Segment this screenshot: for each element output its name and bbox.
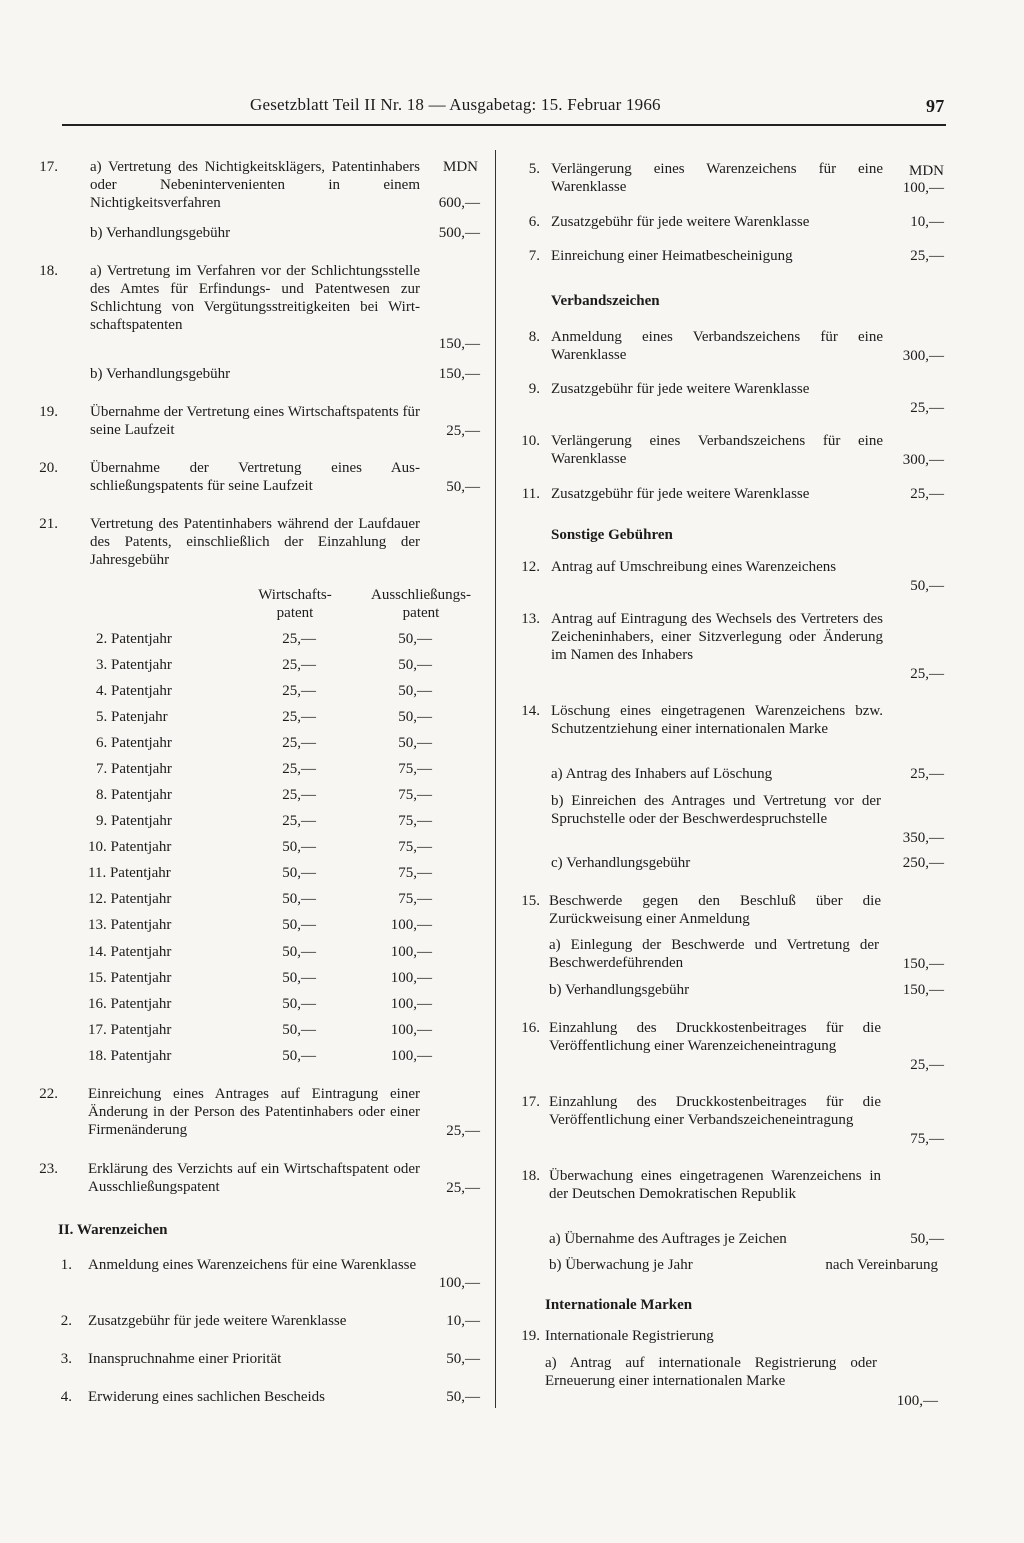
entry-w16-text: Einzahlung des Druckkostenbeitrages für die Veröffentlichung einer Warenzeicheneintragung (549, 1020, 881, 1054)
entry-19-text: Übernahme der Vertretung eines Wirtschaftspatents für seine Laufzeit (90, 404, 420, 438)
amount: 25,— (910, 486, 944, 502)
entry-w12-text: Antrag auf Umschreibung eines Warenzeichens (551, 559, 837, 575)
entry-23-text: Erklärung des Verzichts auf ein Wirtschaftspatent oder Ausschließungspatent (88, 1161, 420, 1195)
gazette-page: Gesetzblatt Teil II Nr. 18 — Ausgabetag: 15. Februar 1966 97 17. a) Vertretung des Nichtigkeitsklägers, Patentinhabers oder Nebenintervenienten in einem Nichtigkeitsverfahren MDN 600,— b) Verhandlungsgebühr 500,— 18. a) Vertretung im Verfahren vor der Schlichtungsstelle des Amtes für Erfindungs- und Patentwesen zur Schlichtung von Vergütungsstreitigkeiten bei Wirtschaftspatenten 150,— b) Verhandlungsgebühr 150,— 19. Übernahme der Vertretung eines Wirtschaftspatents für seine Laufzeit 25,— 20. Übernahme der Vertretung eines Ausschließungspatents für seine Laufzeit 50,— 21. Vertretung des Patentinhabers während der Laufdauer des Patents, einschließlich der Einzahlung der Jahresgebühr Wirtschafts- patent Ausschließungs- patent 2. Patentjahr 25,— 50,— 3. Patentjahr 25,— 50,— 4. Patentjahr 25,— 50,— 5. Patenjahr 25,— 50,— 6. Patentjahr 25,— 50,— 7. Patentjahr 25,— 75,— 8. Patentjahr 25,— 75,— 9. Patentjahr 25,— 75,— 10. Patentjahr 50,— 75,— 11. Patentjahr 50,— 75,— 12. Patentjahr 50,— 75,— 13. Patentjahr 50,— 100,— 14. Patentjahr 50,— 100,— 15. Patentjahr 50,— 100,— 16. Patentjahr 50,— 100,— 17. Patentjahr 50,— 100,— 18. Patentjahr 50,— 100,— 22. Einreichung eines Antrages auf Eintragung einer Änderung in der Person des Patentinhabers oder einer Firmenänderung 25,— 23. Erklärung des Verzichts auf ein Wirtschaftspatent oder Ausschließungspatent 25,— II. Warenzeichen 1. Anmeldung eines Warenzeichens für eine Warenklasse 100,— 2. Zusatzgebühr für jede weitere Warenklasse 10,— 3. Inanspruchnahme einer Priorität 50,— 4. Erwiderung eines sachlichen Bescheids 50,— MDN 5. Verlängerung eines Warenzeichens für eine Warenklasse 100,— 6. Zusatzgebühr für jede weitere Warenklasse 10,— 7. Einreichung einer Heimatbescheinigung 25,— Verbandszeichen 8. Anmeldung eines Verbandszeichens für eine Warenklasse 300,— 9. Zusatzgebühr für jede weitere Warenklasse 25,— 10. Verlängerung eines Verbandszeichens für eine Warenklasse 300,— 11. Zusatzgebühr für jede weitere Warenklasse 25,— Sonstige Gebühren 12. Antrag auf Umschreibung eines Warenzeichens 50,— 13. Antrag auf Eintragung des Wechsels des Vertreters des Zeicheninhabers, einer Sitzverlegung oder Änderung im Namen des Inhabers 25,— 14. Löschung eines eingetragenen Warenzeichens bzw. Schutzentziehung einer internationalen Marke a) Antrag des Inhabers auf Löschung 25,— b) Einreichen des Antrages und Vertretung vor der Spruchstelle oder der Beschwerdespruchstelle 350,— c) Verhandlungsgebühr 250,— 15. Beschwerde gegen den Beschluß über die Zurückweisung einer Anmeldung a) Einlegung der Beschwerde und Vertretung der Beschwerdeführenden 150,— b) Verhandlungsgebühr 150,— 16. Einzahlung des Druckkostenbeitrages für die Veröffentlichung einer Warenzeicheneintragung 25,— 17. Einzahlung des Druckkostenbeitrages für die Veröffentlichung einer Verbandszeicheneintragung 75,— 18. Überwachung eines eingetragenen Warenzeichens in der Deutschen Demokratischen Republik a) Übernahme des Auftrages je Zeichen 50,— b) Überwachung je Jahr nach Vereinbarung Internationale Marken 19. Internationale Registrierung a) Antrag auf internationale Registrierung oder Erneuerung einer internationalen Marke 100,— (0, 0, 1024, 1543)
entry-w6-text: Zusatzgebühr für jede weitere Warenklasse (551, 214, 810, 230)
entry-18b-text: b) Verhandlungsgebühr (90, 366, 231, 382)
amount: 25,— (910, 666, 944, 682)
amount: 100,— (902, 180, 944, 196)
entry-w7-text: Einreichung einer Heimatbescheinigung (551, 248, 793, 264)
entry-w18a-text: a) Übernahme des Auftrages je Zeichen (549, 1231, 787, 1247)
amount: 50,— (446, 479, 480, 495)
entry-17a-text: a) Vertretung des Nichtigkeitsklägers, Patentinhabers oder Nebenintervenienten in einem Nichtigkeitsverfahren (90, 159, 420, 211)
currency-label: MDN (908, 163, 944, 179)
table-row: 13. Patentjahr 50,— 100,— (88, 917, 432, 933)
subsection-heading: Internationale Marken (545, 1297, 693, 1313)
entry-18a-text: a) Vertretung im Verfahren vor der Schlichtungsstelle des Amtes für Erfindungs- und Patentwesen zur Schlichtung von Vergütungsstreitigkeiten bei Wirtschaftspatenten (90, 263, 420, 333)
table-row: 9. Patentjahr 25,— 75,— (96, 813, 432, 829)
entry-w8-text: Anmeldung eines Verbandszeichens für eine Warenklasse (551, 329, 883, 363)
amount: 150,— (902, 982, 944, 998)
entry-w3-text: Inanspruchnahme einer Priorität (88, 1351, 282, 1367)
column-divider (495, 150, 496, 1408)
table-row: 17. Patentjahr 50,— 100,— (88, 1022, 432, 1038)
entry-w9-text: Zusatzgebühr für jede weitere Warenklasse (551, 381, 810, 397)
entry-17b-text: b) Verhandlungsgebühr (90, 225, 231, 241)
entry-w15b-text: b) Verhandlungsgebühr (549, 982, 690, 998)
entry-22-text: Einreichung eines Antrages auf Eintragung einer Änderung in der Person des Patentinhabers oder einer Firmenänderung (88, 1086, 420, 1138)
table-row: 16. Patentjahr 50,— 100,— (88, 996, 432, 1012)
amount: 50,— (910, 578, 944, 594)
amount: 50,— (910, 1231, 944, 1247)
entry-w17-text: Einzahlung des Druckkostenbeitrages für die Veröffentlichung einer Verbandszeicheneintragung (549, 1094, 881, 1128)
subsection-heading: Verbandszeichen (551, 293, 660, 309)
table-row: 7. Patentjahr 25,— 75,— (96, 761, 432, 777)
amount: 10,— (910, 214, 944, 230)
amount: 150,— (902, 956, 944, 972)
table-row: 18. Patentjahr 50,— 100,— (88, 1048, 432, 1064)
table-row: 5. Patenjahr 25,— 50,— (96, 709, 432, 725)
amount: 25,— (910, 400, 944, 416)
entry-w4-text: Erwiderung eines sachlichen Bescheids (88, 1389, 326, 1405)
table-row: 11. Patentjahr 50,— 75,— (88, 865, 432, 881)
page-number: 97 (926, 96, 945, 116)
entry-w13-text: Antrag auf Eintragung des Wechsels des Vertreters des Zeicheninhabers, einer Sitzverlegung oder Änderung im Namen des Inhabers (551, 611, 883, 663)
section-heading: II. Warenzeichen (58, 1222, 168, 1238)
entry-w14-text: Löschung eines eingetragenen Warenzeichens bzw. Schutzentziehung einer internationalen Marke (551, 703, 883, 737)
table-row: 4. Patentjahr 25,— 50,— (96, 683, 432, 699)
entry-w5-text: Verlängerung eines Warenzeichens für eine Warenklasse (551, 161, 883, 195)
entry-w18b-text: b) Überwachung je Jahr (549, 1257, 693, 1273)
entry-w14c-text: c) Verhandlungsgebühr (551, 855, 691, 871)
amount: 350,— (902, 830, 944, 846)
page-header (250, 96, 950, 114)
entry-w18-text: Überwachung eines eingetragenen Warenzeichens in der Deutschen Demokratischen Republik (549, 1168, 881, 1202)
header-title: Gesetzblatt Teil II Nr. 18 — Ausgabetag: 15. Februar 1966 (250, 95, 661, 114)
amount: 100,— (896, 1393, 938, 1409)
amount: 250,— (902, 855, 944, 871)
table-row: 10. Patentjahr 50,— 75,— (88, 839, 432, 855)
entry-w15a-text: a) Einlegung der Beschwerde und Vertretung der Beschwerdeführenden (549, 937, 879, 971)
table-row: 15. Patentjahr 50,— 100,— (88, 970, 432, 986)
table-row: 3. Patentjahr 25,— 50,— (96, 657, 432, 673)
table-row: 14. Patentjahr 50,— 100,— (88, 944, 432, 960)
amount: 150,— (438, 336, 480, 352)
amount: 600,— (438, 195, 480, 211)
currency-label: MDN (442, 159, 478, 175)
entry-w1-text: Anmeldung eines Warenzeichens für eine Warenklasse (88, 1257, 417, 1273)
amount: 150,— (438, 366, 480, 382)
amount: 25,— (910, 248, 944, 264)
amount: 50,— (446, 1389, 480, 1405)
header-rule (62, 124, 946, 126)
amount: 100,— (438, 1275, 480, 1291)
table-row: 2. Patentjahr 25,— 50,— (96, 631, 432, 647)
amount: 300,— (902, 348, 944, 364)
subsection-heading: Sonstige Gebühren (551, 527, 673, 543)
table-row: 8. Patentjahr 25,— 75,— (96, 787, 432, 803)
entry-w19-text: Internationale Registrierung (545, 1328, 714, 1344)
entry-w14a-text: a) Antrag des Inhabers auf Löschung (551, 766, 773, 782)
amount: nach Vereinbarung (825, 1257, 938, 1273)
entry-w11-text: Zusatzgebühr für jede weitere Warenklasse (551, 486, 810, 502)
table-row: 12. Patentjahr 50,— 75,— (88, 891, 432, 907)
amount: 10,— (446, 1313, 480, 1329)
entry-w10-text: Verlängerung eines Verbandszeichens für eine Warenklasse (551, 433, 883, 467)
amount: 25,— (910, 766, 944, 782)
table-row: 6. Patentjahr 25,— 50,— (96, 735, 432, 751)
entry-w19a-text: a) Antrag auf internationale Registrierung oder Erneuerung einer internationalen Marke (545, 1355, 877, 1389)
amount: 25,— (446, 1180, 480, 1196)
entry-21-text: Vertretung des Patentinhabers während der Laufdauer des Patents, einschließlich der Einzahlung der Jahresgebühr (90, 516, 420, 568)
entry-w14b-text: b) Einreichen des Antrages und Vertretung vor der Spruchstelle oder der Beschwerdespruchstelle (551, 793, 881, 827)
amount: 25,— (446, 423, 480, 439)
amount: 50,— (446, 1351, 480, 1367)
amount: 75,— (910, 1131, 944, 1147)
amount: 25,— (446, 1123, 480, 1139)
amount: 25,— (910, 1057, 944, 1073)
entry-w15-text: Beschwerde gegen den Beschluß über die Zurückweisung einer Anmeldung (549, 893, 881, 927)
entry-20-text: Übernahme der Vertretung eines Ausschließungspatents für seine Laufzeit (90, 460, 420, 494)
entry-w2-text: Zusatzgebühr für jede weitere Warenklasse (88, 1313, 347, 1329)
amount: 300,— (902, 452, 944, 468)
amount: 500,— (438, 225, 480, 241)
